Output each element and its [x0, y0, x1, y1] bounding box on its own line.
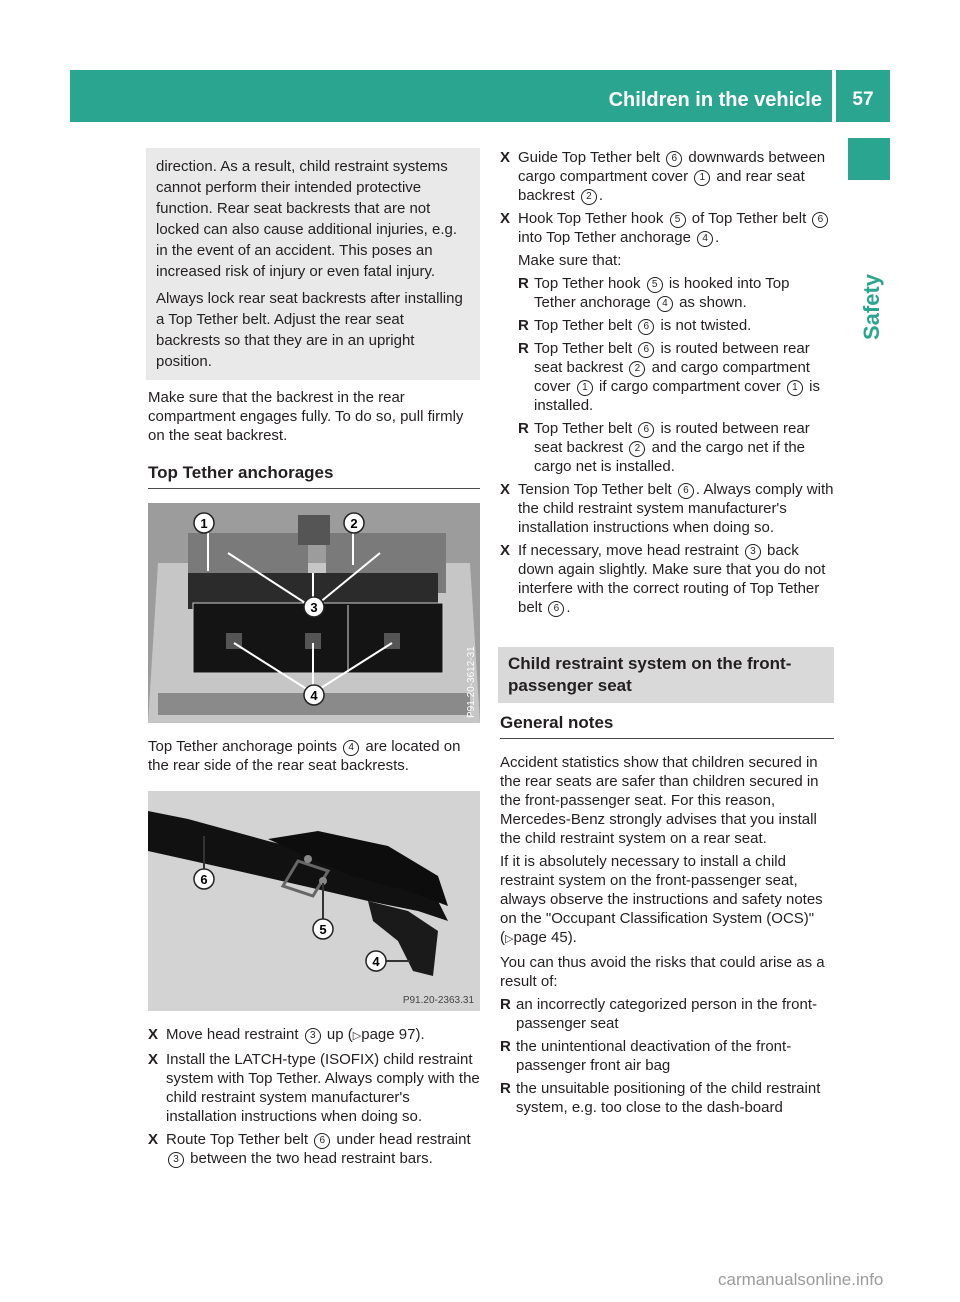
- step-guide-belt: X Guide Top Tether belt 6 downwards between cargo compartment cover 1 and rear seat backrest 2 .: [500, 149, 826, 204]
- risk-item: R an incorrectly categorized person in the front-passenger seat: [500, 996, 817, 1032]
- step-tension: X Tension Top Tether belt 6 . Always comply with the child restraint system manufacturer's installation instructions when doing so.: [500, 481, 834, 536]
- chapter-title: Children in the vehicle: [608, 89, 822, 111]
- note-paragraph-1: direction. As a result, child restraint systems cannot perform their intended protective function. Rear seat backrests that are not locked can also cause additional injuries, e.g. in the event of an accident. This poses an increased risk of injury or even fatal injury.: [156, 158, 458, 280]
- watermark: carmanualsonline.info: [718, 1270, 884, 1289]
- section-label: Safety: [859, 273, 884, 340]
- right-column: [500, 148, 834, 1121]
- make-sure-label: Make sure that:: [518, 252, 622, 269]
- check-not-twisted: R Top Tether belt 6 is not twisted.: [518, 317, 752, 334]
- step-route-belt: X Route Top Tether belt 6 under head restraint 3 between the two head restraint bars.: [148, 1131, 471, 1167]
- accident-statistics-paragraph: Accident statistics show that children secured in the rear seats are safer than children secured in the front-passenger seat. For this reason, Mercedes-Benz strongly advises that you install the child restraint system on a rear seat.: [500, 754, 819, 847]
- top-tether-hook-illustration: [148, 791, 480, 1011]
- check-hooked: R Top Tether hook 5 is hooked into Top Tether anchorage 4 as shown.: [518, 275, 790, 311]
- step-move-back: X If necessary, move head restraint 3 back down again slightly. Make sure that you do not interfere with the correct routing of Top Tether belt 6 .: [500, 542, 826, 616]
- left-column: [148, 148, 480, 1172]
- section-heading-top-tether: Top Tether anchorages: [148, 463, 480, 489]
- check-routed-cover: R Top Tether belt 6 is routed between rear seat backrest 2 and cargo compartment cover 1 if cargo compartment cover 1 is installed.: [518, 340, 820, 414]
- callout-2: 2: [350, 516, 358, 531]
- ocs-paragraph: If it is absolutely necessary to install a child restraint system on the front-passenger seat, always observe the instructions and safety notes on the "Occupant Classification System (OCS)" (▷page 45).: [500, 853, 823, 946]
- callout-6: 6: [200, 872, 208, 887]
- page-number: 57: [836, 70, 890, 122]
- risk-item: R the unintentional deactivation of the front-passenger front air bag: [500, 1038, 792, 1074]
- callout-4b: 4: [372, 954, 380, 969]
- step-hook: X Hook Top Tether hook 5 of Top Tether belt 6 into Top Tether anchorage 4 .: [500, 209, 834, 247]
- section-tab-marker: [848, 138, 890, 180]
- backrest-paragraph: Make sure that the backrest in the rear compartment engages fully. To do so, pull firmly on the seat backrest.: [148, 389, 464, 444]
- warning-note-box: [146, 148, 480, 380]
- figure-cargo-compartment: [148, 503, 480, 723]
- caption-anchorage-points: Top Tether anchorage points 4 are located on the rear side of the rear seat backrests.: [148, 738, 461, 774]
- callout-3: 3: [310, 600, 318, 615]
- check-routed-net: R Top Tether belt 6 is routed between rear seat backrest 2 and the cargo net if the cargo net is installed.: [518, 420, 810, 475]
- callout-5: 5: [319, 922, 327, 937]
- note-paragraph-2: Always lock rear seat backrests after installing a Top Tether belt. Adjust the rear seat backrests so that they are in an upright position.: [156, 290, 463, 370]
- general-notes-heading: General notes: [500, 713, 834, 739]
- cargo-compartment-illustration: [148, 503, 480, 723]
- risk-item: R the unsuitable positioning of the child restraint system, e.g. too close to the dash-board: [500, 1080, 821, 1116]
- callout-1: 1: [200, 516, 208, 531]
- figure-code-2: P91.20-2363.31: [402, 995, 474, 1006]
- section-title-front-passenger: Child restraint system on the front-passenger seat: [498, 647, 834, 703]
- figure-top-tether-hook: [148, 791, 480, 1011]
- figure-code-1: P91.20-3612-31: [466, 646, 477, 718]
- step-install-latch: X Install the LATCH-type (ISOFIX) child restraint system with Top Tether. Always comply with the child restraint system manufacturer's installation instructions when doing so.: [148, 1051, 480, 1125]
- callout-4: 4: [310, 688, 318, 703]
- risks-intro: You can thus avoid the risks that could arise as a result of:: [500, 954, 825, 990]
- step-move-head-restraint: X Move head restraint 3 up (▷page 97).: [148, 1026, 425, 1043]
